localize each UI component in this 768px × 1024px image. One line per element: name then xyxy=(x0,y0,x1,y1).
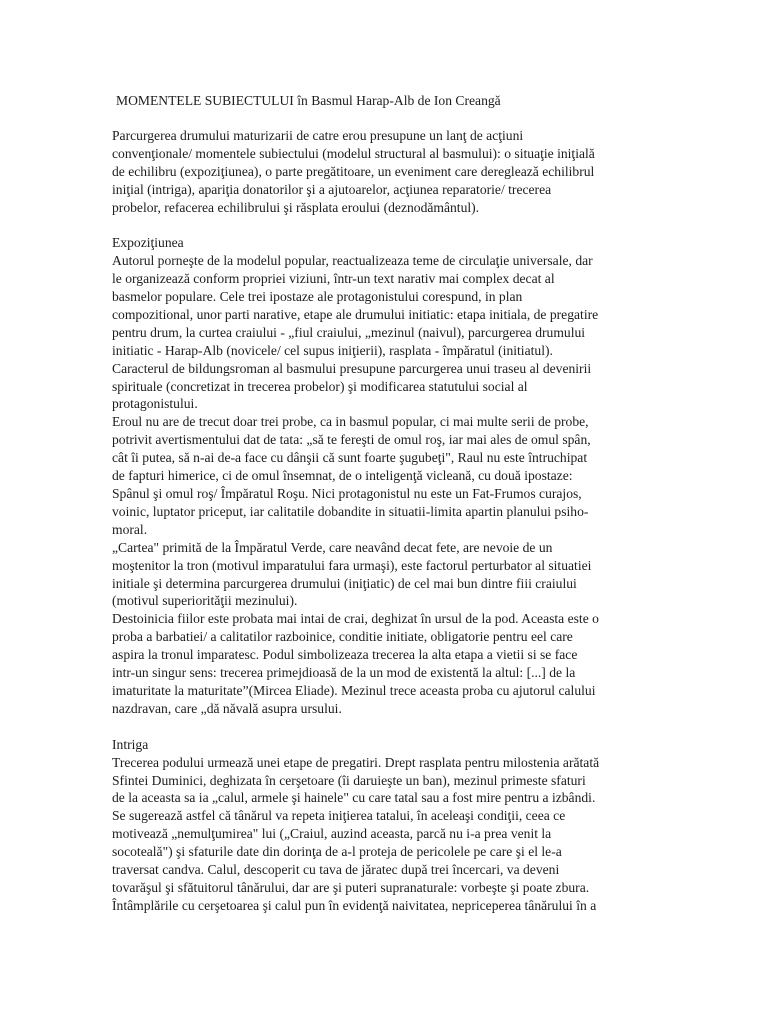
text-line: traversat candva. Calul, descoperit cu tava de jăratec după trei încercari, va deveni xyxy=(112,862,560,878)
text-line: motivează „nemulţumirea" lui („Craiul, auzind aceasta, parcă nu i-a prea venit la xyxy=(112,826,552,842)
text-line: Se sugerează astfel că tânărul va repeta iniţierea tatalui, în aceleaşi condiţii, ceea ce xyxy=(112,808,566,824)
text-line: socoteală") şi sfaturile date din dorinţa de a-l proteja de pericolele pe care şi el le-a xyxy=(112,844,562,860)
text-line: basmelor populare. Cele trei ipostaze ale protagonistului corespund, in plan xyxy=(112,289,523,305)
text-line: voinic, luptator priceput, iar calitatile dobandite in situatii-limita apartin planului psiho- xyxy=(112,503,589,519)
text-line: Întâmplările cu cerşetoarea şi calul pun în evidenţă naivitatea, nepriceperea tânărului în a xyxy=(112,897,597,913)
section-body-expozitiunea xyxy=(112,252,660,718)
text-line: Caracterul de bildungsroman al basmului presupune parcurgerea unui traseu al devenirii xyxy=(112,360,592,376)
text-line: nazdravan, care „dă năvală asupra ursului. xyxy=(112,700,342,716)
text-line: moral. xyxy=(112,521,148,537)
section-body-intriga xyxy=(112,754,660,915)
text-line: pentru drum, la curtea craiului - „fiul craiului, „mezinul (naivul), parcurgerea drumului xyxy=(112,324,586,340)
text-line: compozitional, unor parti narative, etape ale drumului initiatic: etapa initiala, de pregatire xyxy=(112,306,599,322)
text-line: le organizează conform propriei viziuni, într-un text narativ mai complex decat al xyxy=(112,271,555,287)
text-line: Trecerea podului urmează unei etape de pregatiri. Drept rasplata pentru milostenia arătată xyxy=(112,754,600,770)
text-line: convenţionale/ momentele subiectului (modelul structural al basmului): o situaţie iniţială xyxy=(112,145,595,161)
document-title: MOMENTELE SUBIECTULUI în Basmul Harap-Alb de Ion Creangă xyxy=(116,93,501,108)
text-line: (motivul superiorităţii mezinului). xyxy=(112,593,298,609)
text-line: protagonistului. xyxy=(112,396,198,412)
text-line: „Cartea" primită de la Împăratul Verde, care neavând decat fete, are nevoie de un xyxy=(112,539,553,555)
text-line: Eroul nu are de trecut doar trei probe, ca in basmul popular, ci mai multe serii de probe, xyxy=(112,414,589,430)
text-line: Destoinicia fiilor este probata mai intai de crai, deghizat în ursul de la pod. Aceasta este o xyxy=(112,611,599,627)
section-expozitiunea xyxy=(112,234,660,717)
section-heading-intriga: Intriga xyxy=(112,736,149,752)
text-line: de la aceasta sa ia „calul, armele şi hainele" cu care tatal sau a fost mire pentru a izbândi. xyxy=(112,790,596,806)
text-line: spirituale (concretizat in trecerea probelor) şi modificarea statutului social al xyxy=(112,378,528,394)
intro-paragraph xyxy=(112,127,660,217)
text-line: moştenitor la tron (motivul imparatului fara urmaşi), este factorul perturbator al situatiei xyxy=(112,557,592,573)
text-line: proba a barbatiei/ a calitatilor razboinice, conditie initiate, obligatorie pentru eel care xyxy=(112,629,573,645)
text-line: de fapturi himerice, ci de omul însemnat, de o inteligenţă vicleană, cu două ipostaze: xyxy=(112,468,573,484)
document-page xyxy=(112,92,660,933)
text-line: initiale şi determina parcurgerea drumului (iniţiatic) de cel mai bun dintre fiii craiului xyxy=(112,575,577,591)
text-line: imaturitate la maturitate”(Mircea Eliade). Mezinul trece aceasta proba cu ajutorul calului xyxy=(112,682,596,698)
text-line: initiatic - Harap-Alb (novicele/ cel supus iniţierii), rasplata - împăratul (initiatul). xyxy=(112,342,553,358)
text-line: probelor, refacerea echilibrului şi răsplata eroului (deznodământul). xyxy=(112,199,480,215)
text-line: cât îi putea, să n-ai de-a face cu dânşii că sunt foarte şugubeţi", Raul nu este întruchipat xyxy=(112,450,588,466)
text-line: Parcurgerea drumului maturizarii de catre erou presupune un lanţ de acţiuni xyxy=(112,127,524,143)
text-line: Autorul porneşte de la modelul popular, reactualizeaza teme de circulaţie universale, dar xyxy=(112,253,593,269)
text-line: Sfintei Duminici, deghizata în cerşetoare (îi daruieşte un ban), mezinul primeste sfaturi xyxy=(112,772,586,788)
section-intriga xyxy=(112,736,660,915)
text-line: tovarăşul şi sfătuitorul tânărului, dar are şi puteri supranaturale: vorbeşte şi poate zbura. xyxy=(112,879,590,895)
text-line: Spânul şi omul roş/ Împăratul Roşu. Nici protagonistul nu este un Fat-Frumos curajos, xyxy=(112,486,582,502)
text-line: potrivit avertismentului dat de tata: „să te fereşti de omul roş, iar mai ales de omul spân, xyxy=(112,432,591,448)
text-line: intr-un singur sens: trecerea primejdioasă de la un mod de existentă la altul: [...] de la xyxy=(112,665,576,681)
section-heading-expozitiunea: Expoziţiunea xyxy=(112,235,184,251)
text-line: iniţial (intriga), apariţia donatorilor şi a ajutoarelor, acţiunea reparatorie/ trecerea xyxy=(112,181,552,197)
text-line: aspira la tronul imparatesc. Podul simbolizeaza trecerea la alta etapa a vietii si se face xyxy=(112,647,578,663)
text-line: de echilibru (expoziţiunea), o parte pregătitoare, un eveniment care deregleazǎ echilibrul xyxy=(112,163,595,179)
